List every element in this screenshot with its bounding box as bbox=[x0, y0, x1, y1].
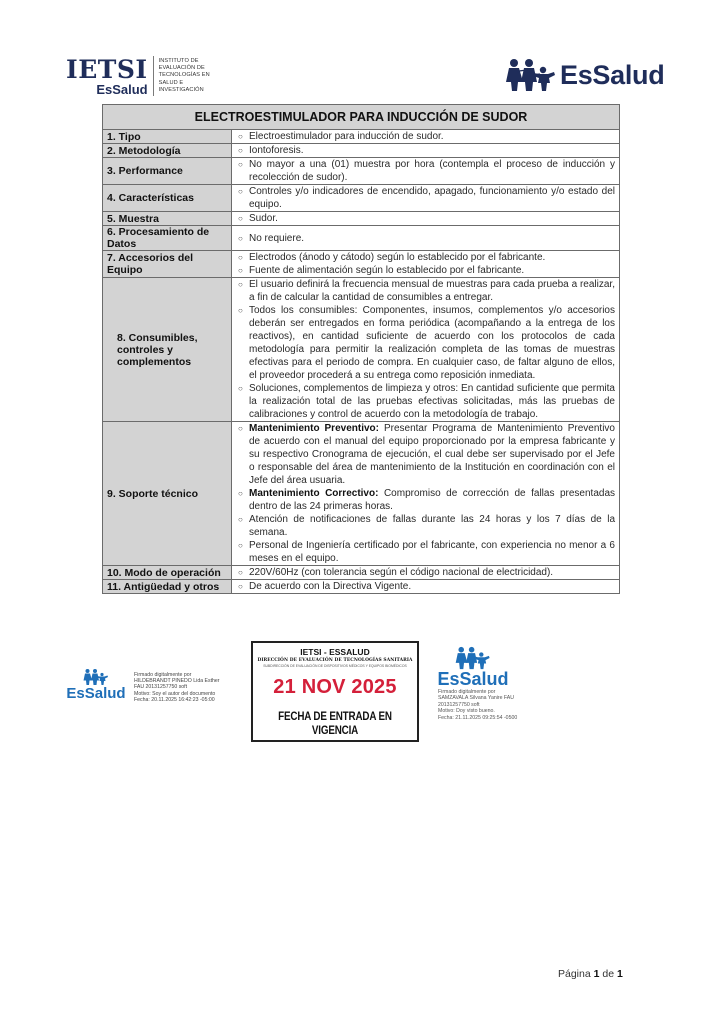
circle-bullet-icon: ○ bbox=[238, 132, 243, 141]
circle-bullet-icon: ○ bbox=[238, 146, 243, 155]
row-label: 8. Consumibles, controles y complementos bbox=[103, 278, 232, 422]
signature-right-text bbox=[438, 689, 517, 721]
spec-table bbox=[102, 104, 620, 594]
circle-bullet-icon: ○ bbox=[238, 214, 243, 223]
signature-left-text bbox=[134, 672, 220, 703]
bullet-text: Iontoforesis. bbox=[249, 145, 304, 156]
signature-line: Motivo: Doy visto bueno. bbox=[438, 708, 495, 715]
bullet-text: El usuario definirá la frecuencia mensual de muestras para cada prueba a realizar, a fin de calcular la cantidad de consumibles a entregar. bbox=[249, 279, 615, 303]
row-label: 1. Tipo bbox=[103, 130, 232, 144]
bullet-list bbox=[238, 185, 615, 211]
bullet-item bbox=[238, 513, 615, 539]
bullet-text: Presentar Programa de Mantenimiento Preventivo de acuerdo con el manual del equipo proporcionado por la empresa fabricante y su respectivo Cronograma de ejecución, el cual debe ser supervisado por el Jefe o responsable del área de mantenimiento de la Institución en coordinación con el Jefe del área usuaria. bbox=[249, 423, 615, 486]
bullet-item bbox=[238, 264, 615, 277]
bullet-text: No mayor a una (01) muestra por hora (contempla el proceso de inducción y recolección de sudor). bbox=[249, 159, 615, 183]
row-content bbox=[232, 422, 620, 566]
signature-line: Fecha: 20.11.2025 16:42:23 -05:00 bbox=[134, 696, 215, 703]
row-content bbox=[232, 212, 620, 226]
stamp-subtitle: DIRECCIÓN DE EVALUACIÓN DE TECNOLOGÍAS SANITARIA bbox=[257, 658, 413, 663]
circle-bullet-icon: ○ bbox=[238, 384, 243, 393]
table-row bbox=[103, 212, 620, 226]
bullet-text: Compromiso de corrección de fallas presentadas dentro de las 24 primeras horas. bbox=[249, 488, 616, 512]
circle-bullet-icon: ○ bbox=[238, 233, 243, 243]
bullet-text: Soluciones, complementos de limpieza y otros: En cantidad suficiente que permita la realización total de las pruebas efectivas solicitadas, más las pruebas de calibraciones y control de acuerdo con la metodología de trabajo. bbox=[249, 383, 615, 420]
row-content bbox=[232, 158, 620, 185]
signature-line: Firmado digitalmente por bbox=[134, 672, 192, 678]
effective-date-stamp bbox=[251, 641, 419, 742]
bullet-text: Personal de Ingeniería certificado por el fabricante, con experiencia no menor a 6 meses en el equipo. bbox=[249, 540, 615, 564]
essalud-wordmark-small: EsSalud bbox=[66, 685, 126, 702]
bullet-heading: Mantenimiento Correctivo: bbox=[249, 488, 379, 499]
table-row bbox=[103, 226, 620, 251]
table-row bbox=[103, 566, 620, 580]
bullet-text: Electrodos (ánodo y cátodo) según lo establecido por el fabricante. bbox=[249, 252, 546, 263]
bullet-item bbox=[238, 304, 615, 382]
circle-bullet-icon: ○ bbox=[238, 160, 243, 169]
page-current: 1 bbox=[593, 968, 600, 980]
circle-bullet-icon: ○ bbox=[238, 187, 243, 196]
stamp-date: 21 NOV 2025 bbox=[273, 676, 397, 698]
row-content bbox=[232, 251, 620, 278]
bullet-list bbox=[238, 278, 615, 421]
essalud-wordmark-medium: EsSalud bbox=[437, 669, 509, 689]
bullet-item bbox=[238, 158, 615, 184]
stamp-subtitle-small: SUBDIRECCIÓN DE EVALUACIÓN DE DISPOSITIVOS MÉDICOS Y EQUIPOS BIOMÉDICOS bbox=[263, 664, 407, 668]
bullet-list bbox=[238, 580, 615, 593]
circle-bullet-icon: ○ bbox=[238, 266, 243, 275]
bullet-text: 220V/60Hz (con tolerancia según el código nacional de electricidad). bbox=[249, 567, 554, 578]
bullet-heading: Mantenimiento Preventivo: bbox=[249, 423, 379, 434]
bullet-text: De acuerdo con la Directiva Vigente. bbox=[249, 581, 412, 592]
circle-bullet-icon: ○ bbox=[238, 280, 243, 289]
table-row bbox=[103, 158, 620, 185]
row-label: 5. Muestra bbox=[103, 212, 232, 226]
ietsi-org: EsSalud bbox=[96, 81, 148, 97]
signature-line: 20131257750 soft bbox=[438, 701, 480, 708]
bullet-item bbox=[238, 212, 615, 225]
bullet-item bbox=[238, 580, 615, 593]
row-label: 9. Soporte técnico bbox=[103, 422, 232, 566]
row-label: 6. Procesamiento de Datos bbox=[103, 226, 232, 251]
bullet-text: Fuente de alimentación según lo establecido por el fabricante. bbox=[249, 265, 525, 276]
ietsi-desc-line: INSTITUTO DE bbox=[158, 57, 199, 64]
row-content bbox=[232, 580, 620, 594]
page-prefix: Página bbox=[558, 968, 591, 980]
circle-bullet-icon: ○ bbox=[238, 489, 243, 498]
bullet-text: Atención de notificaciones de fallas durante las 24 horas y los 7 días de la semana. bbox=[249, 514, 615, 538]
bullet-item bbox=[238, 251, 615, 264]
table-row bbox=[103, 422, 620, 566]
bullet-item bbox=[238, 382, 615, 421]
page-number bbox=[558, 968, 623, 980]
table-title: ELECTROESTIMULADOR PARA INDUCCIÓN DE SUDOR bbox=[103, 105, 620, 130]
table-row bbox=[103, 251, 620, 278]
circle-bullet-icon: ○ bbox=[238, 515, 243, 524]
essalud-wordmark: EsSalud bbox=[560, 59, 665, 90]
circle-bullet-icon: ○ bbox=[238, 253, 243, 262]
signature-line: FAU 20131257750 soft bbox=[134, 684, 188, 691]
bullet-list bbox=[238, 212, 615, 225]
stamp-title: IETSI - ESSALUD bbox=[300, 647, 370, 657]
table-row bbox=[103, 278, 620, 422]
bullet-text: Controles y/o indicadores de encendido, apagado, funcionamiento y/o estado del equipo. bbox=[249, 186, 615, 210]
table-row bbox=[103, 130, 620, 144]
circle-bullet-icon: ○ bbox=[238, 541, 243, 550]
signature-line: Motivo: Soy el autor del documento bbox=[134, 690, 216, 697]
bullet-item bbox=[238, 566, 615, 579]
row-content bbox=[232, 226, 620, 251]
table-row bbox=[103, 580, 620, 594]
ietsi-wordmark bbox=[66, 54, 148, 97]
bullet-list bbox=[238, 144, 615, 157]
essalud-logo bbox=[505, 58, 664, 92]
bullet-item bbox=[238, 130, 615, 143]
bullet-list bbox=[238, 251, 615, 277]
bullet-text: Electroestimulador para inducción de sudor. bbox=[249, 131, 444, 142]
ietsi-desc-line: EVALUACIÓN DE bbox=[158, 65, 205, 72]
circle-bullet-icon: ○ bbox=[238, 306, 243, 315]
signature-line: SAMZAVALA Silvana Yanire FAU bbox=[438, 695, 515, 702]
signature-left bbox=[68, 668, 220, 703]
essalud-logo-medium bbox=[438, 646, 508, 688]
signature-line: Fecha: 21.11.2025 09:25:54 -0500 bbox=[438, 714, 518, 721]
page-separator: de bbox=[602, 968, 615, 980]
row-label: 4. Características bbox=[103, 185, 232, 212]
bullet-item bbox=[238, 422, 615, 487]
essalud-logo-small bbox=[68, 668, 124, 702]
bullet-list bbox=[238, 566, 615, 579]
stamp-footer: FECHA DE ENTRADA EN VIGENCIA bbox=[278, 709, 392, 737]
ietsi-desc-line: INVESTIGACIÓN bbox=[158, 86, 204, 93]
circle-bullet-icon: ○ bbox=[238, 568, 243, 577]
bullet-text: Sudor. bbox=[249, 213, 278, 224]
row-label: 2. Metodología bbox=[103, 144, 232, 158]
family-icon bbox=[83, 668, 109, 686]
signature-line: HILDEBRANDT PINEDO Lida Esther bbox=[134, 678, 220, 685]
bullet-item bbox=[238, 487, 615, 513]
ietsi-desc-line: SALUD E bbox=[158, 79, 184, 86]
row-content bbox=[232, 144, 620, 158]
bullet-text: Todos los consumibles: Componentes, insumos, complementos y/o accesorios deberán ser entregados en forma periódica (acompañando a la entrega de los reactivos), en cantidad suficiente de acuerdo con los protocolos de cada metodología para permitir la realización completa de las tomas de muestras efectivas para el periodo de compra. En cualquier caso, de faltar alguno de ellos, el proveedor procederá a su entrega como reposición inmediata. bbox=[249, 305, 615, 381]
row-content bbox=[232, 278, 620, 422]
bullet-text: No requiere. bbox=[249, 232, 305, 244]
ietsi-acronym: IETSI bbox=[66, 54, 148, 84]
ietsi-description bbox=[159, 58, 210, 94]
circle-bullet-icon: ○ bbox=[238, 582, 243, 591]
signature-line: Firmado digitalmente por bbox=[438, 689, 496, 695]
row-label: 11. Antigüedad y otros bbox=[103, 580, 232, 594]
bullet-item bbox=[238, 278, 615, 304]
bullet-item bbox=[238, 539, 615, 565]
row-label: 10. Modo de operación bbox=[103, 566, 232, 580]
bullet-list bbox=[238, 158, 615, 184]
family-icon bbox=[455, 646, 491, 670]
ietsi-desc-line: TECNOLOGÍAS EN bbox=[158, 72, 210, 79]
family-icon bbox=[505, 58, 557, 92]
bullet-item bbox=[238, 144, 615, 157]
row-label: 7. Accesorios del Equipo bbox=[103, 251, 232, 278]
table-row bbox=[103, 185, 620, 212]
bullet-item bbox=[238, 232, 615, 245]
table-title-row bbox=[103, 105, 620, 130]
row-content bbox=[232, 566, 620, 580]
bullet-item bbox=[238, 185, 615, 211]
page-total: 1 bbox=[617, 968, 623, 980]
row-label: 3. Performance bbox=[103, 158, 232, 185]
bullet-list bbox=[238, 232, 615, 245]
row-content bbox=[232, 130, 620, 144]
ietsi-logo bbox=[66, 54, 210, 98]
bullet-list bbox=[238, 422, 615, 565]
logo-divider bbox=[153, 56, 154, 96]
table-row bbox=[103, 144, 620, 158]
circle-bullet-icon: ○ bbox=[238, 424, 243, 433]
row-content bbox=[232, 185, 620, 212]
signature-right bbox=[438, 646, 517, 721]
bullet-list bbox=[238, 130, 615, 143]
